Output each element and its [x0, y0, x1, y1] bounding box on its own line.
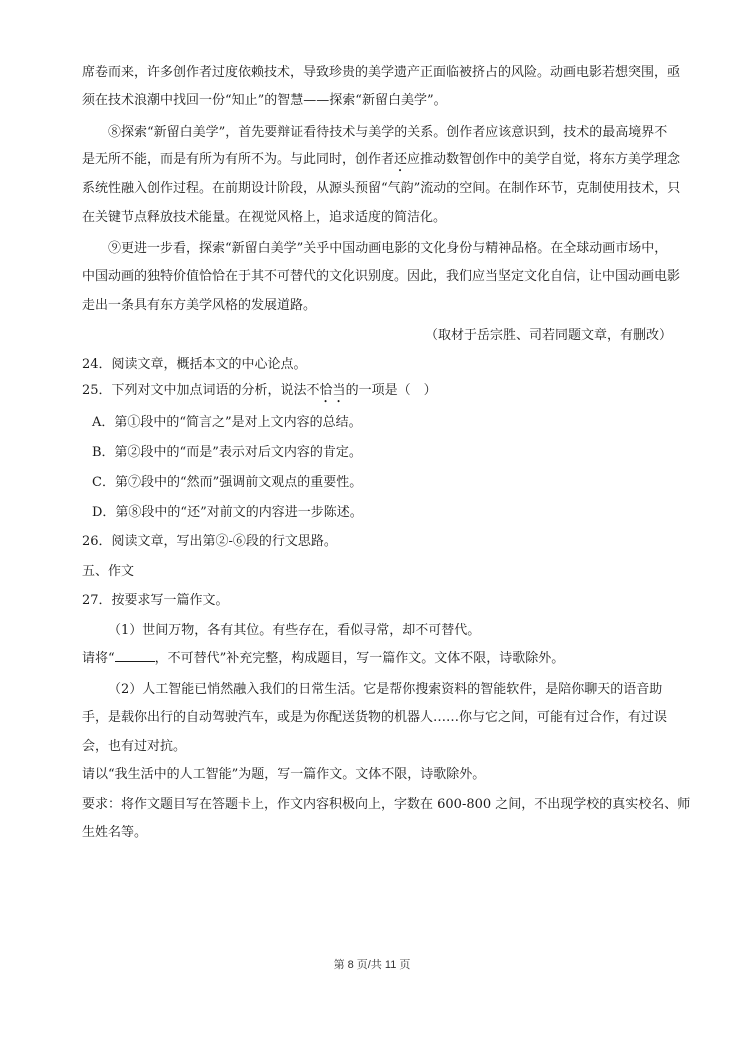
- essay-requirements-line: 生姓名等。: [82, 825, 148, 840]
- source-citation: （取材于岳宗胜、司若同题文章，有删改）: [424, 328, 672, 343]
- emphasized-word: 还: [394, 152, 408, 167]
- option-d: D．第⑧段中的“还”对前文的内容进一步陈述。: [92, 505, 363, 520]
- question-25: 25．下列对文中加点词语的分析，说法不恰当的一项是（ ）: [82, 383, 437, 398]
- paragraph-8-line: 系统性融入创作过程。在前期设计阶段，从源头预留“气韵”流动的空间。在制作环节，克制使用技术，只: [82, 181, 681, 196]
- paragraph-8-line: ⑧探索“新留白美学”，首先要辩证看待技术与美学的关系。创作者应该意识到，技术的最高境界不: [108, 125, 668, 140]
- option-c: C．第⑦段中的“然而”强调前文观点的重要性。: [92, 475, 363, 490]
- question-27: 27．按要求写一篇作文。: [82, 593, 229, 608]
- paragraph-8-line: 在关键节点释放技术能量。在视觉风格上，追求适度的简洁化。: [82, 210, 447, 225]
- essay-prompt-2-line: 会，也有过对抗。: [82, 739, 187, 754]
- essay-requirements-line: 要求：将作文题目写在答题卡上，作文内容积极向上，字数在 600-800 之间，不出现学校的真实校名、师: [82, 797, 691, 812]
- paragraph-9-line: ⑨更进一步看，探索“新留白美学”关乎中国动画电影的文化身份与精神品格。在全球动画市场中，: [108, 241, 668, 256]
- paragraph-7-line: 须在技术浪潮中找回一份“知止”的智慧——探索“新留白美学”。: [82, 93, 447, 108]
- question-24: 24．阅读文章，概括本文的中心论点。: [82, 357, 307, 372]
- essay-prompt-2-line: （2）人工智能已悄然融入我们的日常生活。它是帮你搜索资料的智能软件，是陪你聊天的语音助: [108, 682, 663, 697]
- fill-in-blank: [115, 649, 155, 662]
- section-heading: 五、作文: [82, 564, 135, 579]
- option-b: B．第②段中的“而是”表示对后文内容的肯定。: [92, 445, 362, 460]
- page-number: 第 8 页/共 11 页: [333, 959, 411, 971]
- option-a: A．第①段中的“简言之”是对上文内容的总结。: [92, 415, 362, 430]
- essay-prompt-1-requirement: 请将“ ，不可替代”补充完整，构成题目，写一篇作文。文体不限，诗歌除外。: [82, 651, 565, 666]
- paragraph-9-line: 中国动画的独特价值恰恰在于其不可替代的文化识别度。因此，我们应当坚定文化自信，让中国动画电影: [82, 269, 681, 284]
- paragraph-8-line: 是无所不能，而是有所为有所不为。与此同时，创作者还应推动数智创作中的美学自觉，将东方美学理念: [82, 152, 681, 167]
- paragraph-7-line: 席卷而来，许多创作者过度依赖技术，导致珍贵的美学遗产正面临被挤占的风险。动画电影若想突围，亟: [82, 65, 681, 80]
- essay-prompt-2-requirement: 请以“我生活中的人工智能”为题，写一篇作文。文体不限，诗歌除外。: [82, 767, 486, 782]
- essay-prompt-1: （1）世间万物，各有其位。有些存在，看似寻常，却不可替代。: [108, 623, 481, 638]
- paragraph-9-line: 走出一条具有东方美学风格的发展道路。: [82, 298, 317, 313]
- essay-prompt-2-line: 手，是载你出行的自动驾驶汽车，或是为你配送货物的机器人……你与它之间，可能有过合作，有过误: [82, 710, 668, 725]
- question-26: 26．阅读文章，写出第②-⑥段的行文思路。: [82, 534, 337, 549]
- emphasized-word: 恰当: [319, 383, 346, 398]
